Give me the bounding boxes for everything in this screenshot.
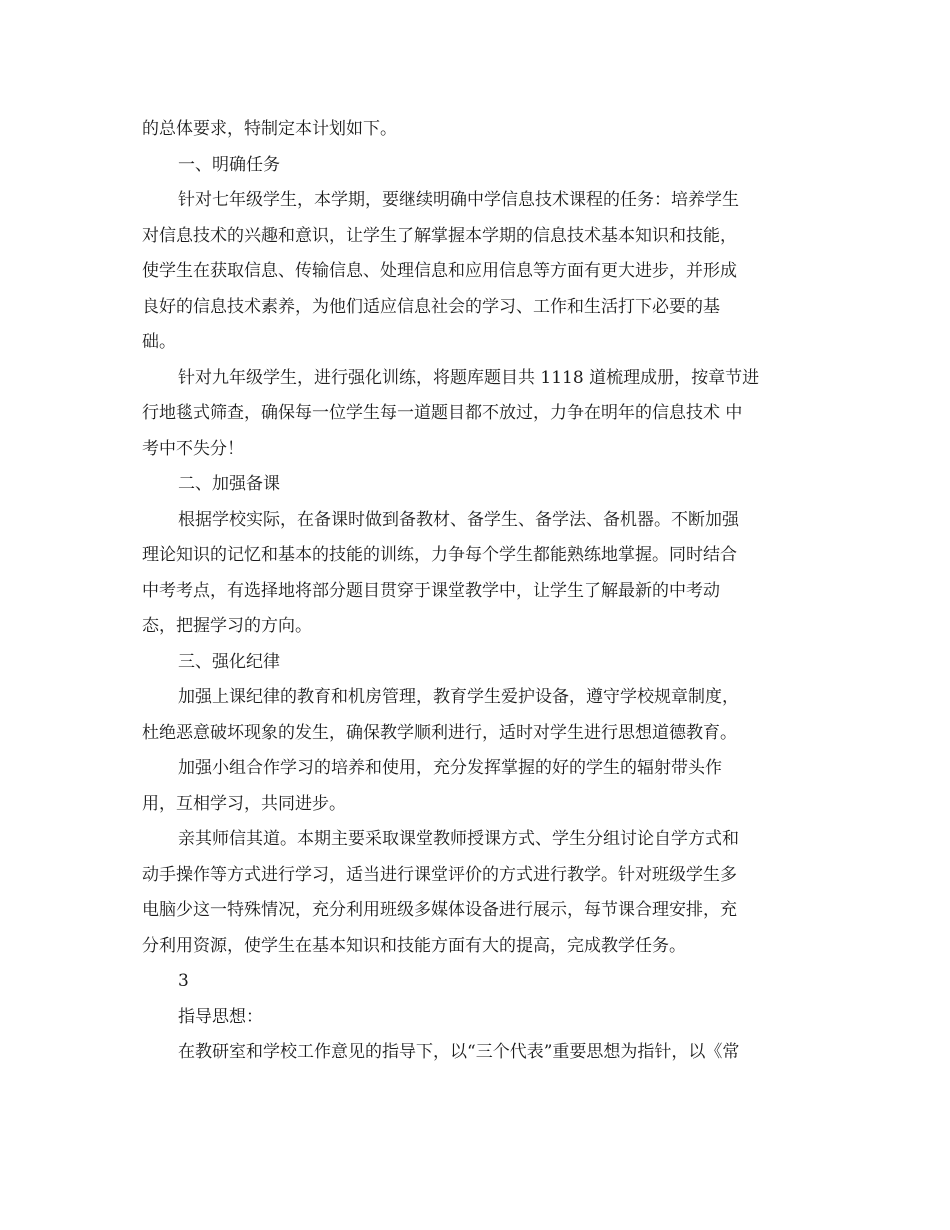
text-line: 考中不失分！ — [142, 438, 244, 459]
document-body — [142, 112, 814, 1071]
text-line: 的总体要求，特制定本计划如下。 — [142, 119, 397, 139]
section-heading: 一、明确任务 — [178, 154, 280, 175]
section-heading: 二、加强备课 — [178, 474, 280, 494]
text-line: 针对七年级学生，本学期，要继续明确中学信息技术课程的任务：培养学生 — [178, 190, 739, 210]
text-line: 电脑少这一特殊情况，充分利用班级多媒体设备进行展示，每节课合理安排，充 — [142, 900, 737, 920]
text-line: 础。 — [142, 332, 176, 352]
text-line: 加强上课纪律的教育和机房管理，教育学生爱护设备，遵守学校规章制度， — [178, 687, 739, 707]
page-number: 3 — [178, 971, 189, 991]
text-line: 在教研室和学校工作意见的指导下，以“三个代表”重要思想为指针，以《常 — [178, 1042, 740, 1062]
text-line: 动手操作等方式进行学习，适当进行课堂评价的方式进行教学。针对班级学生多 — [142, 864, 737, 885]
text-line: 中考考点，有选择地将部分题目贯穿于课堂教学中，让学生了解最新的中考动 — [142, 580, 720, 601]
text-line: 使学生在获取信息、传输信息、处理信息和应用信息等方面有更大进步，并形成 — [142, 261, 737, 281]
section-heading: 三、强化纪律 — [178, 651, 280, 672]
text-line: 加强小组合作学习的培养和使用，充分发挥掌握的好的学生的辐射带头作 — [178, 758, 722, 778]
text-line: 针对九年级学生，进行强化训练，将题库题目共 1118 道梳理成册，按章节进 — [178, 367, 760, 388]
text-line: 亲其师信其道。本期主要采取课堂教师授课方式、学生分组讨论自学方式和 — [178, 829, 739, 849]
section-heading: 指导思想： — [178, 1006, 263, 1027]
text-line: 对信息技术的兴趣和意识，让学生了解掌握本学期的信息技术基本知识和技能， — [142, 225, 737, 246]
text-line: 杜绝恶意破坏现象的发生，确保教学顺利进行，适时对学生进行思想道德教育。 — [142, 722, 737, 743]
text-line: 良好的信息技术素养，为他们适应信息社会的学习、工作和生活打下必要的基 — [142, 296, 720, 317]
text-line: 根据学校实际，在备课时做到备教材、备学生、备学法、备机器。不断加强 — [178, 509, 739, 530]
text-line: 行地毯式筛查，确保每一位学生每一道题目都不放过，力争在明年的信息技术 中 — [142, 403, 743, 423]
text-line: 态，把握学习的方向。 — [142, 616, 312, 636]
text-line: 理论知识的记忆和基本的技能的训练，力争每个学生都能熟练地掌握。同时结合 — [142, 545, 737, 565]
text-line: 分利用资源，使学生在基本知识和技能方面有大的提高，完成教学任务。 — [142, 935, 686, 956]
text-line: 用，互相学习，共同进步。 — [142, 793, 346, 814]
